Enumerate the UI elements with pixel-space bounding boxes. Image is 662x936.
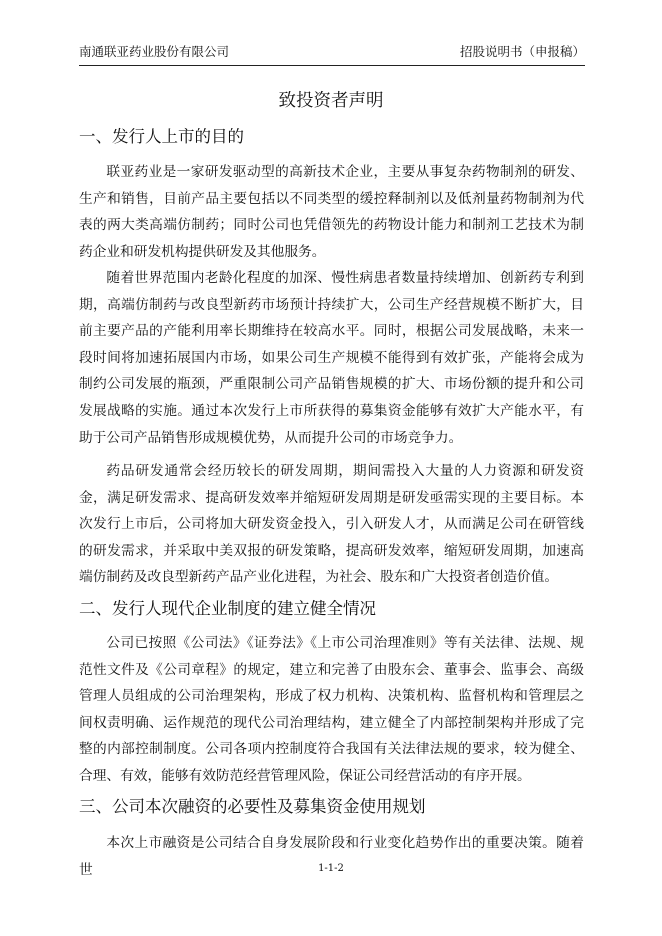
section-heading-financing-necessity: 三、公司本次融资的必要性及募集资金使用规划 bbox=[79, 797, 426, 816]
paragraph-market-capacity: 随着世界范围内老龄化程度的加深、慢性病患者数量持续增加、创新药专利到期，高端仿制药与改良型新药市场预计持续扩大，公司生产经营规模不断扩大，目前主要产品的产能利用率长期维持在较高水平。同时，根据公司发展战略，未来一段时间将加速拓展国内市场，如果公司生产规模不能得到有效扩张，产能将会成为制约公司发展的瓶颈，严重限制公司产品销售规模的扩大、市场份额的提升和公司发展战略的实施。通过本次发行上市所获得的募集资金能够有效扩大产能水平，有助于公司产品销售形成规模优势，从而提升公司的市场竞争力。 bbox=[79, 270, 584, 446]
header-company-name: 南通联亚药业股份有限公司 bbox=[79, 44, 230, 59]
section-heading-listing-purpose: 一、发行人上市的目的 bbox=[79, 127, 244, 146]
paragraph-company-overview: 联亚药业是一家研发驱动型的高新技术企业，主要从事复杂药物制剂的研发、生产和销售，目前产品主要包括以不同类型的缓控释制剂以及低剂量药物制剂为代表的两大类高端仿制药；同时公司也凭借领先的药物设计能力和制剂工艺技术为制药企业和研发机构提供研发及其他服务。 bbox=[79, 164, 584, 260]
paragraph-governance-structure: 公司已按照《公司法》《证券法》《上市公司治理准则》等有关法律、法规、规范性文件及《公司章程》的规定，建立和完善了由股东会、董事会、监事会、高级管理人员组成的公司治理架构，形成了权力机构、决策机构、监督机构和管理层之间权责明确、运作规范的现代公司治理结构，建立健全了内部控制架构并形成了完整的内部控制制度。公司各项内控制度符合我国有关法律法规的要求，较为健全、合理、有效，能够有效防范经营管理风险，保证公司经营活动的有序开展。 bbox=[79, 635, 584, 784]
paragraph-rd-investment: 药品研发通常会经历较长的研发周期，期间需投入大量的人力资源和研发资金，满足研发需求、提高研发效率并缩短研发周期是研发亟需实现的主要目标。本次发行上市后，公司将加大研发资金投入，引入研发人才，从而满足公司在研管线的研发需求，并采取中美双报的研发策略，提高研发效率，缩短研发周期，加速高端仿制药及改良型新药产品产业化进程，为社会、股东和广大投资者创造价值。 bbox=[79, 463, 584, 586]
page-title: 致投资者声明 bbox=[278, 91, 384, 111]
page-header bbox=[79, 41, 585, 66]
section-heading-corporate-governance: 二、发行人现代企业制度的建立健全情况 bbox=[79, 599, 376, 618]
paragraph-financing-decision: 本次上市融资是公司结合自身发展阶段和行业变化趋势作出的重要决策。随着世 bbox=[79, 835, 584, 878]
page-number: 1-1-2 bbox=[318, 863, 344, 874]
header-document-type: 招股说明书（申报稿） bbox=[459, 44, 585, 59]
